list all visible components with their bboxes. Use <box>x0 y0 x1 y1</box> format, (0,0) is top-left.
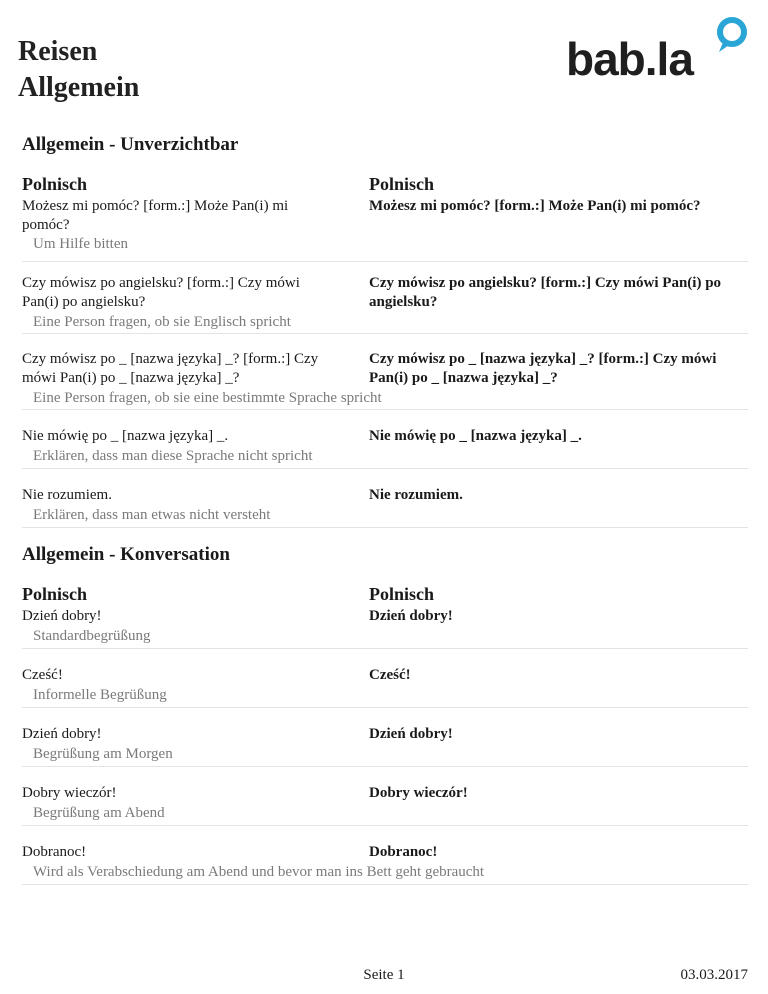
section-title: Allgemein - Unverzichtbar <box>22 134 239 155</box>
phrase-translation: Dzień dobry! <box>369 726 453 742</box>
footer-date: 03.03.2017 <box>680 967 748 983</box>
phrase-note: Erklären, dass man diese Sprache nicht spricht <box>33 448 313 464</box>
phrase-note: Erklären, dass man etwas nicht versteht <box>33 507 271 523</box>
phrase-translation: Możesz mi pomóc? [form.:] Może Pan(i) mi pomóc? <box>369 198 701 214</box>
column-header-right: Polnisch <box>369 174 435 194</box>
phrase-note: Begrüßung am Morgen <box>33 746 173 762</box>
phrase-source: Nie mówię po _ [nazwa języka] _. <box>22 428 229 444</box>
phrase-note: Wird als Verabschiedung am Abend und bevor man ins Bett geht gebraucht <box>33 864 485 880</box>
phrase-source: Cześć! <box>22 667 63 683</box>
row-divider <box>22 333 748 334</box>
column-header-left: Polnisch <box>22 174 88 194</box>
phrase-note: Begrüßung am Abend <box>33 805 165 821</box>
phrase-translation: Nie mówię po _ [nazwa języka] _. <box>369 428 582 444</box>
logo-text: bab.la <box>566 33 693 85</box>
row-divider <box>22 409 748 410</box>
phrase-note: Um Hilfe bitten <box>33 236 128 252</box>
phrase-translation: Dzień dobry! <box>369 608 453 624</box>
row-divider <box>22 261 748 262</box>
row-divider <box>22 707 748 708</box>
row-divider <box>22 468 748 469</box>
row-divider <box>22 648 748 649</box>
page-title <box>18 34 139 106</box>
phrase-source: Dzień dobry! <box>22 608 102 624</box>
phrase-translation: Dobranoc! <box>369 844 438 860</box>
phrase-source: Dobranoc! <box>22 844 87 860</box>
page-title-line-2: Allgemein <box>18 72 140 103</box>
row-divider <box>22 884 748 885</box>
babla-logo <box>566 16 756 85</box>
column-header-right: Polnisch <box>369 584 435 604</box>
phrase-translation: Nie rozumiem. <box>369 487 463 503</box>
phrase-note: Standardbegrüßung <box>33 628 151 644</box>
phrase-note: Informelle Begrüßung <box>33 687 167 703</box>
row-divider <box>22 527 748 528</box>
phrase-translation: Cześć! <box>369 667 411 683</box>
phrase-translation: Czy mówisz po angielsku? [form.:] Czy mówi Pan(i) po angielsku? <box>369 275 722 310</box>
phrase-source: Czy mówisz po _ [nazwa języka] _? [form.:] Czy mówi Pan(i) po _ [nazwa języka] _? <box>22 351 319 386</box>
phrase-source: Nie rozumiem. <box>22 487 112 503</box>
phrase-note: Eine Person fragen, ob sie Englisch spricht <box>33 314 291 330</box>
section-title: Allgemein - Konversation <box>22 544 230 565</box>
phrase-source: Dobry wieczór! <box>22 785 117 801</box>
phrase-translation: Czy mówisz po _ [nazwa języka] _? [form.:] Czy mówi Pan(i) po _ [nazwa języka] _? <box>369 351 717 386</box>
column-header-left: Polnisch <box>22 584 88 604</box>
phrase-translation: Dobry wieczór! <box>369 785 468 801</box>
phrase-source: Dzień dobry! <box>22 726 102 742</box>
row-divider <box>22 766 748 767</box>
page-title-line-1: Reisen <box>18 36 98 67</box>
phrase-source: Czy mówisz po angielsku? [form.:] Czy mówi Pan(i) po angielsku? <box>22 275 300 310</box>
row-divider <box>22 825 748 826</box>
speech-bubble-icon <box>714 16 750 54</box>
page-number: Seite 1 <box>363 967 405 983</box>
phrase-note: Eine Person fragen, ob sie eine bestimmte Sprache spricht <box>33 390 382 406</box>
phrase-source: Możesz mi pomóc? [form.:] Może Pan(i) mi pomóc? <box>22 198 289 233</box>
